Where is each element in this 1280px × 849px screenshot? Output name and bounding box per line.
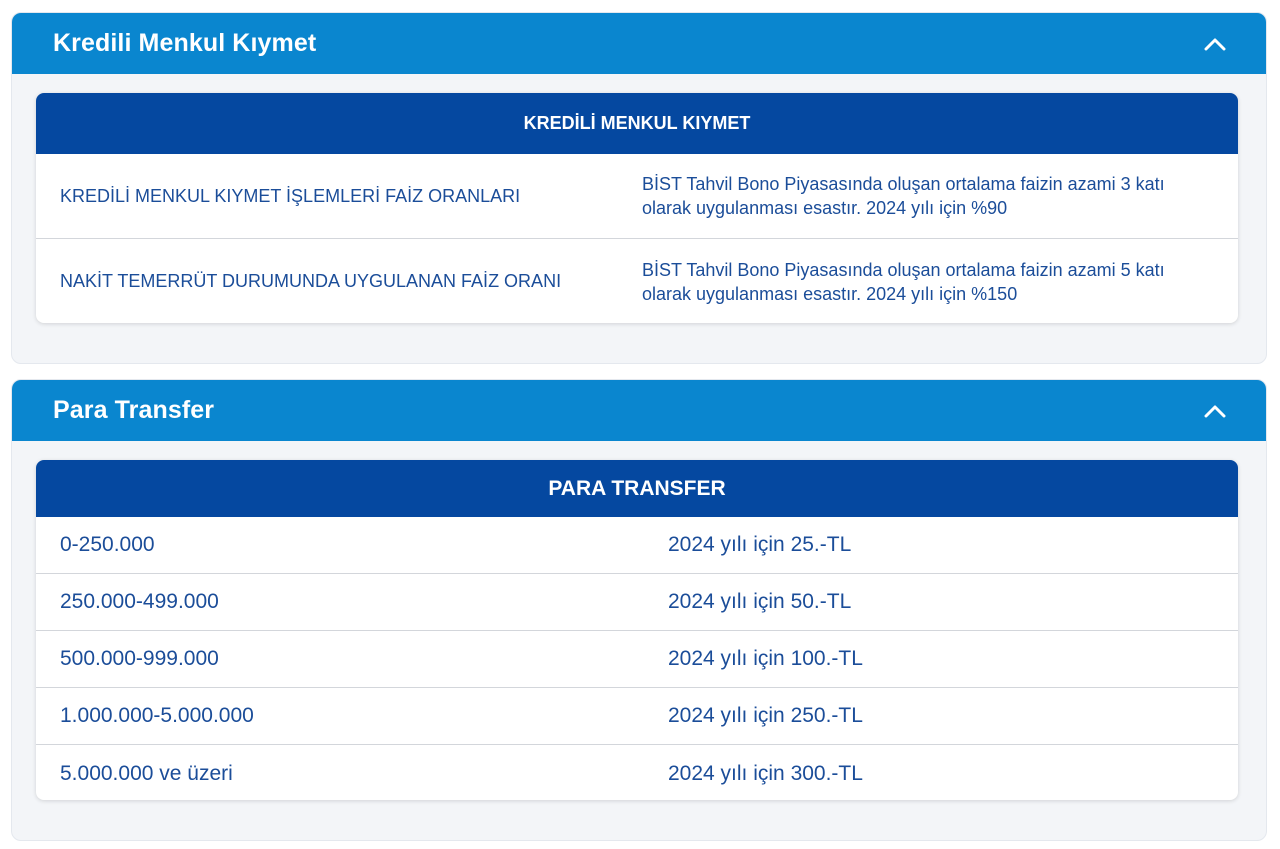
- row-label: NAKİT TEMERRÜT DURUMUNDA UYGULANAN FAİZ ORANI: [60, 271, 562, 291]
- row-label: 1.000.000-5.000.000: [60, 704, 254, 727]
- para-transfer-accordion-header[interactable]: [12, 380, 1266, 441]
- row-value: BİST Tahvil Bono Piyasasında oluşan ortalama faizin azami 5 katı olarak uygulanması esastır. 2024 yılı için %150: [642, 259, 1165, 304]
- kredili-menkul-kiymet-table: [36, 93, 1238, 323]
- panel-title: Kredili Menkul Kıymet: [53, 29, 317, 57]
- table-row: [36, 745, 1238, 800]
- row-label: 500.000-999.000: [60, 647, 219, 670]
- para-transfer-table: [36, 460, 1238, 800]
- chevron-up-icon[interactable]: [1202, 398, 1228, 424]
- table-row: [36, 631, 1238, 688]
- kredili-menkul-kiymet-panel: [11, 12, 1267, 364]
- row-value: 2024 yılı için 25.-TL: [668, 533, 852, 556]
- para-transfer-panel: [11, 379, 1267, 841]
- table-row: [36, 517, 1238, 574]
- row-value: 2024 yılı için 250.-TL: [668, 704, 863, 727]
- row-value: BİST Tahvil Bono Piyasasında oluşan ortalama faizin azami 3 katı olarak uygulanması esastır. 2024 yılı için %90: [642, 174, 1165, 218]
- table-row: [36, 574, 1238, 631]
- table-row: [36, 154, 1238, 239]
- table-header: PARA TRANSFER: [36, 460, 1238, 517]
- row-value: 2024 yılı için 300.-TL: [668, 761, 863, 785]
- row-label: KREDİLİ MENKUL KIYMET İŞLEMLERİ FAİZ ORANLARI: [60, 185, 521, 206]
- table-row: [36, 239, 1238, 323]
- row-label: 0-250.000: [60, 533, 155, 556]
- row-value: 2024 yılı için 100.-TL: [668, 647, 863, 670]
- row-value: 2024 yılı için 50.-TL: [668, 590, 852, 613]
- panel-title: Para Transfer: [53, 396, 215, 424]
- table-row: [36, 688, 1238, 745]
- row-label: 5.000.000 ve üzeri: [60, 761, 233, 785]
- table-header: KREDİLİ MENKUL KIYMET: [36, 93, 1238, 154]
- chevron-up-icon[interactable]: [1202, 31, 1228, 57]
- kredili-menkul-kiymet-accordion-header[interactable]: [12, 13, 1266, 74]
- row-label: 250.000-499.000: [60, 590, 219, 613]
